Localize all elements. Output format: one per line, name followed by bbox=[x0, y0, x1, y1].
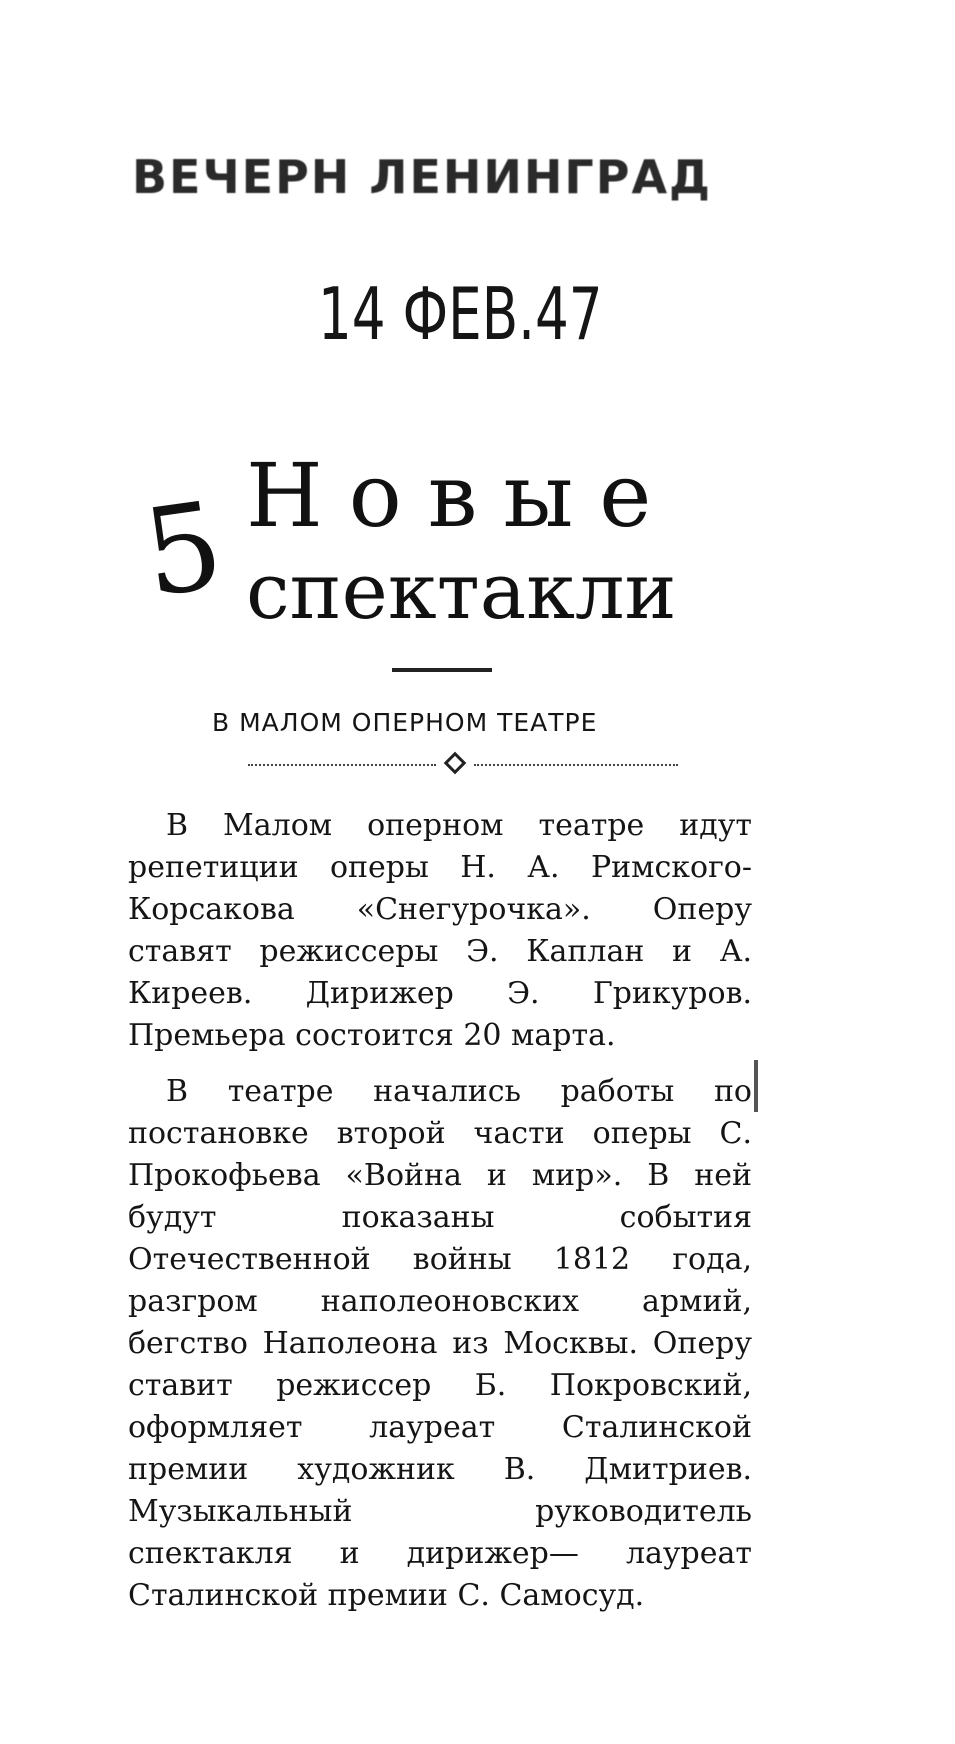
ornament-line-right bbox=[474, 764, 678, 766]
article-body bbox=[128, 805, 752, 1617]
headline-divider bbox=[392, 668, 492, 672]
ornamental-divider bbox=[248, 750, 678, 780]
article-paragraph-1: В Малом оперном театре идут репетиции оперы Н. А. Римского-Корсакова «Снегурочка». Оперу ставят режиссеры Э. Каплан и А. Киреев. Дирижер Э. Грикуров. Премьера состоится 20 марта. bbox=[128, 808, 752, 1053]
margin-pencil-mark bbox=[754, 1060, 758, 1112]
archive-date-stamp: 14 ФЕВ.47 bbox=[318, 272, 603, 356]
article-paragraph-2: В театре начались работы по постановке второй части оперы С. Прокофьева «Война и мир». В ней будут показаны события Отечественной войны 1812 года, разгром наполеоновских армий, бегство Наполеона из Москвы. Оперу ставит режиссер Б. Покровский, оформляет лауреат Сталинской премии художник В. Дмитриев. Музыкальный руководитель спектакля и дирижер— лауреат Сталинской премии С. Самосуд. bbox=[128, 1074, 752, 1613]
article-headline bbox=[246, 444, 686, 640]
diamond-ornament-icon bbox=[444, 752, 467, 775]
ornament-line-left bbox=[248, 764, 436, 766]
headline-line-2: спектакли bbox=[246, 547, 677, 637]
newspaper-masthead: ВЕЧЕРН ЛЕНИНГРАД bbox=[132, 150, 713, 204]
headline-line-1: Новые bbox=[246, 444, 678, 547]
article-subheading: В МАЛОМ ОПЕРНОМ ТЕАТРЕ bbox=[212, 708, 598, 737]
handwritten-issue-mark: 5 bbox=[135, 476, 231, 625]
